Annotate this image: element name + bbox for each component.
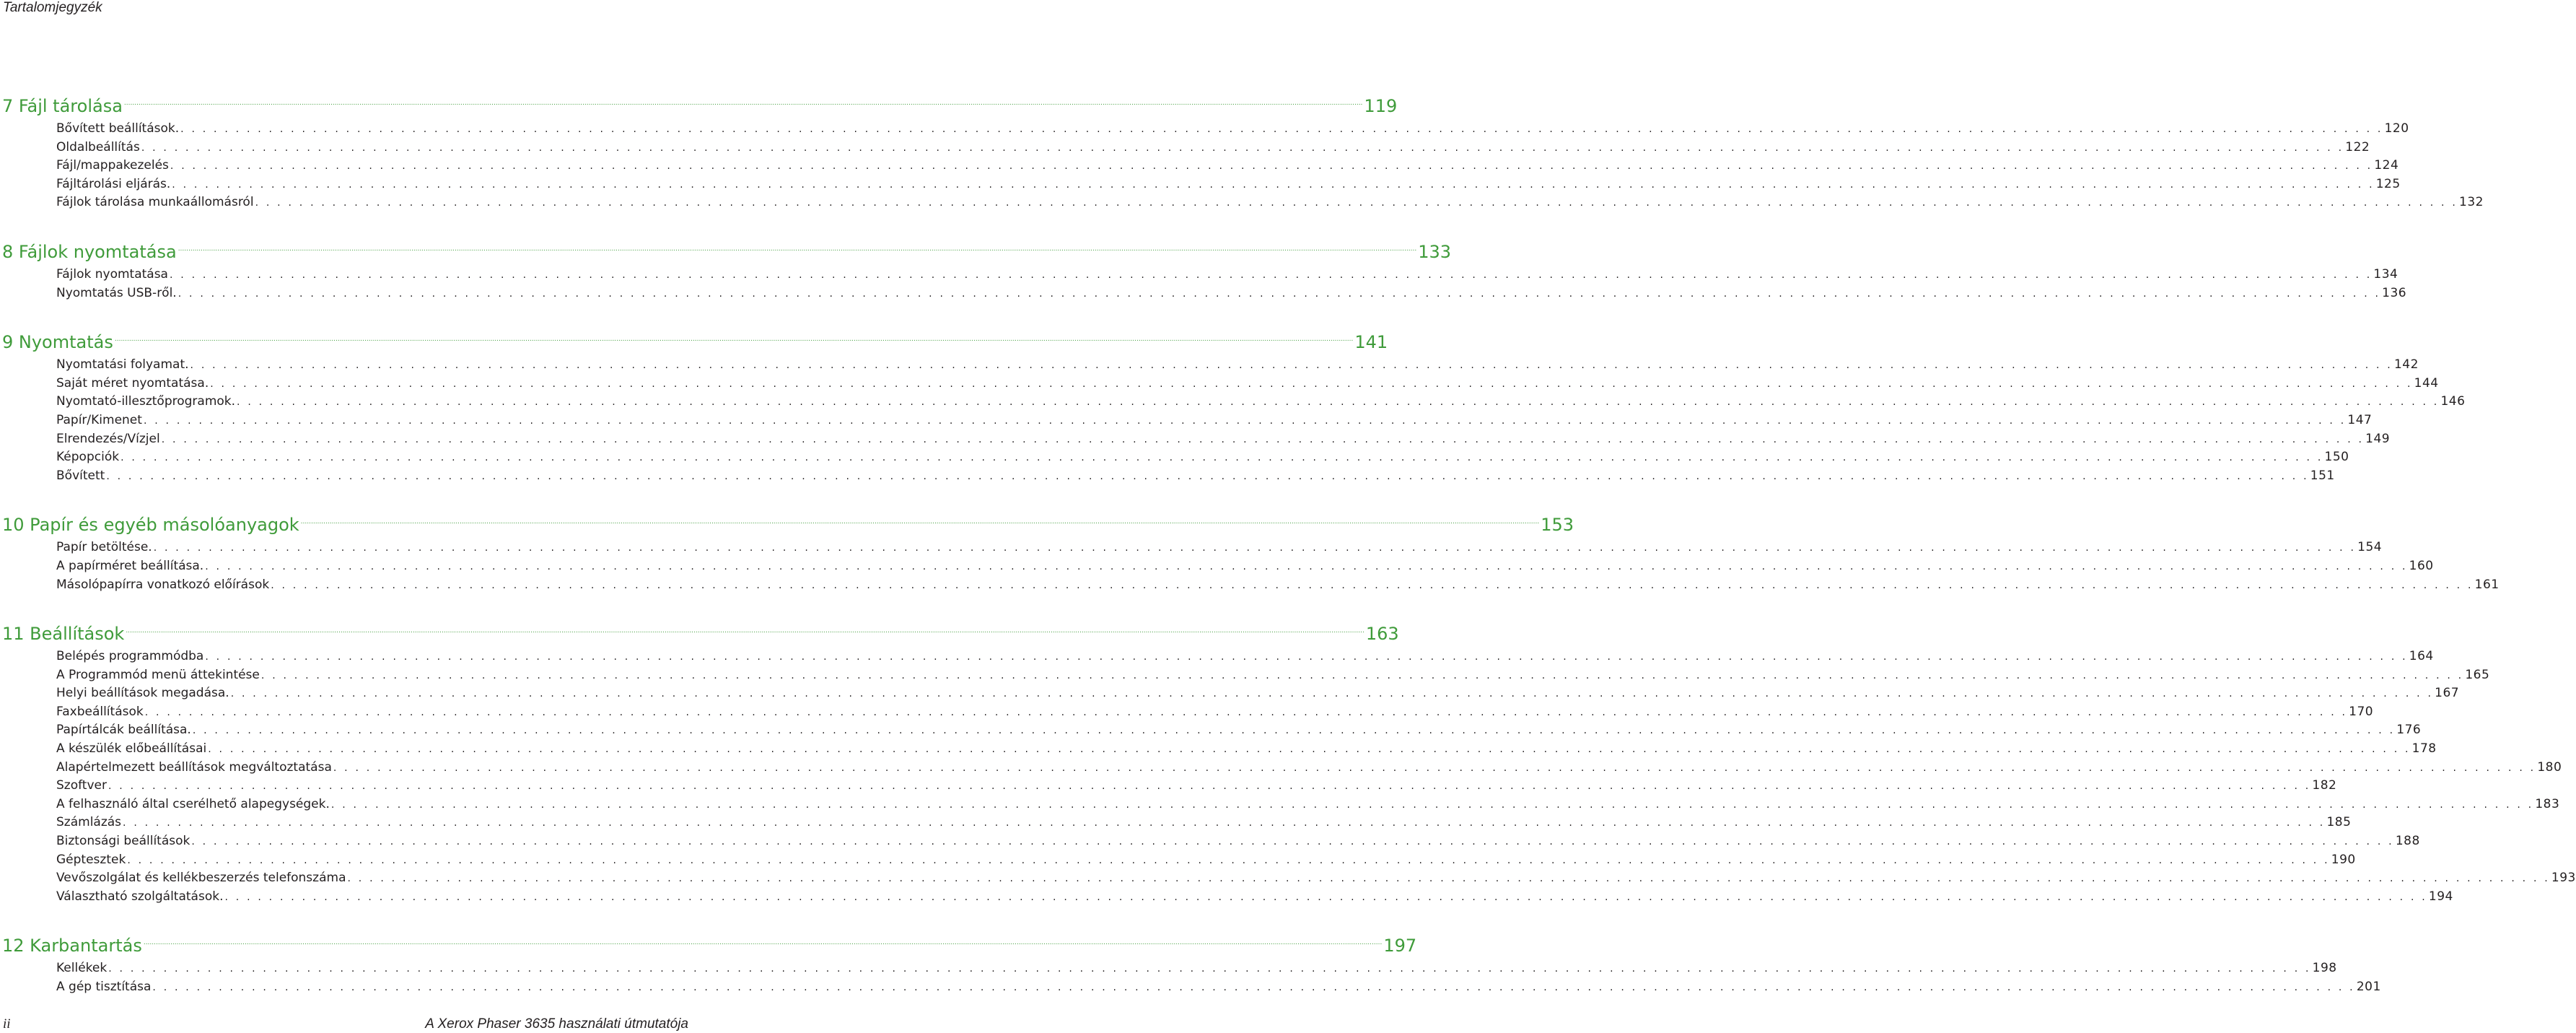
entry-title: Oldalbeállítás [56,139,140,154]
entry-title: Fájlok tárolása munkaállomásról [56,195,254,210]
entry-title: Nyomtatás USB-ről. [56,285,177,300]
chapter-gap [0,906,693,932]
toc-entry[interactable] [56,193,2484,212]
entry-page-number: 182 [2312,778,2337,793]
dot-leader: . . . . . . . . . . . . . . . . . . . . . . . . . . . . . . . . . . . . . . . . . . . . . . . . . . . . . . . . . . . . . . . . . . . . . . . . . . . . . . . . . . . . . . . . . . . . . . . . . . . . . . . . . . . . . . . . . . . . . . . . . . . . . . . . . . . . . . . . . . . . . . . . . . . . . . . . . . . . . . . . . . . . . . . . . . . . . . . . . . . . . . . . . . . . . . . . . . . . . . . . [178,287,2381,300]
toc-entry[interactable] [56,888,2453,907]
chapter-heading[interactable] [0,92,1398,120]
toc-entry[interactable] [56,759,2562,777]
entry-page-number: 176 [2396,723,2422,738]
dot-leader: . . . . . . . . . . . . . . . . . . . . . . . . . . . . . . . . . . . . . . . . . . . . . . . . . . . . . . . . . . . . . . . . . . . . . . . . . . . . . . . . . . . . . . . . . . . . . . . . . . . . . . . . . . . . . . . . . . . . . . . . . . . . . . . . . . . . . . . . . . . . . . . . . . . . . . . . . . . . . . . . . . . . . . . . . . . . . . . . . . . . . . . . . . . . . . . . . . . . . . . . [144,706,2348,718]
toc-entry[interactable] [56,869,2576,888]
chapter-entries [0,356,2466,485]
dot-leader: . . . . . . . . . . . . . . . . . . . . . . . . . . . . . . . . . . . . . . . . . . . . . . . . . . . . . . . . . . . . . . . . . . . . . . . . . . . . . . . . . . . . . . . . . . . . . . . . . . . . . . . . . . . . . . . . . . . . . . . . . . . . . . . . . . . . . . . . . . . . . . . . . . . . . . . . . . . . . . . . . . . . . . . . . . . . . . . . . . . . . . . . . . . . . . . . . . . . . . . . [205,560,2408,572]
entry-page-number: 142 [2393,357,2419,372]
chapter-title: 12 Karbantartás [2,936,142,956]
entry-title: Fájltárolási eljárás. [56,176,171,191]
toc-entry[interactable] [56,832,2420,851]
entry-title: Kellékek [56,961,108,976]
dot-leader: . . . . . . . . . . . . . . . . . . . . . . . . . . . . . . . . . . . . . . . . . . . . . . . . . . . . . . . . . . . . . . . . . . . . . . . . . . . . . . . . . . . . . . . . . . . . . . . . . . . . . . . . . . . . . . . . . . . . . . . . . . . . . . . . . . . . . . . . . . . . . . . . . . . . . . . . . . . . . . . . . . . . . . . . . . . . . . . . . . . . . . . . . . . . . . . . . . . . . . . . [153,542,2357,554]
entry-page-number: 144 [2414,375,2439,391]
toc-entry[interactable] [56,703,2374,722]
entry-title: Alapértelmezett beállítások megváltoztatása [56,759,332,775]
toc-entry[interactable] [56,978,2381,997]
entry-title: Képopciók [56,450,120,465]
entry-title: Biztonsági beállítások [56,834,190,849]
dot-leader: . . . . . . . . . . . . . . . . . . . . . . . . . . . . . . . . . . . . . . . . . . . . . . . . . . . . . . . . . . . . . . . . . . . . . . . . . . . . . . . . . . . . . . . . . . . . . . . . . . . . . . . . . . . . . . . . . . . . . . . . . . . . . . . . . . . . . . . . . . . . . . . . . . . . . . . . . . . . . . . . . . . . . . . . . . . . . . . . . . . . . . . . . . . . . . . . . . . . . . . . [260,669,2464,681]
entry-page-number: 180 [2537,759,2562,775]
chapter-page-number: 163 [1365,624,1399,645]
toc-entry[interactable] [56,539,2383,557]
toc-entry[interactable] [56,448,2349,467]
dot-leader: . . . . . . . . . . . . . . . . . . . . . . . . . . . . . . . . . . . . . . . . . . . . . . . . . . . . . . . . . . . . . . . . . . . . . . . . . . . . . . . . . . . . . . . . . . . . . . . . . . . . . . . . . . . . . . . . . . . . . . . . . . . . . . . . . . . . . . . . . . . . . . . . . . . . . . . . . . . . . . . . . . . . . . . . . . . . . . . . . . . . . . . . . . . . . . . . . . . . . . . . [224,891,2427,903]
chapter-page-number: 141 [1354,332,1388,353]
entry-title: A Programmód menü áttekintése [56,667,260,682]
dot-leader: . . . . . . . . . . . . . . . . . . . . . . . . . . . . . . . . . . . . . . . . . . . . . . . . . . . . . . . . . . . . . . . . . . . . . . . . . . . . . . . . . . . . . . . . . . . . . . . . . . . . . . . . . . . . . . . . . . . . . . . . . . . . . . . . . . . . . . . . . . . . . . . . . . . . . . . . . . . . . . . . . . . . . . . . . . . . . . . . . . . . . . . . . . . . . . . . . . . . . . . . [191,836,2394,848]
entry-title: Papír betöltése. [56,540,152,555]
entry-page-number: 194 [2428,889,2453,904]
chapter-entries [0,539,2500,594]
entry-title: Saját méret nyomtatása. [56,375,209,391]
entry-title: Választható szolgáltatások. [56,889,224,904]
dot-leader: . . . . . . . . . . . . . . . . . . . . . . . . . . . . . . . . . . . . . . . . . . . . . . . . . . . . . . . . . . . . . . . . . . . . . . . . . . . . . . . . . . . . . . . . . . . . . . . . . . . . . . . . . . . . . . . . . . . . . . . . . . . . . . . . . . . . . . . . . . . . . . . . . . . . . . . . . . . . . . . . . . . . . . . . . . . . . . . . . . . . . . . . . . . . . . . . . . . . . . . . [121,452,2323,464]
dot-leader: . . . . . . . . . . . . . . . . . . . . . . . . . . . . . . . . . . . . . . . . . . . . . . . . . . . . . . . . . . . . . . . . . . . . . . . . . . . . . . . . . . . . . . . . . . . . . . . . . . . . . . . . . . . . . . . . . . . . . . . . . . . . . . . . . . . . . . . . . . . . . . . . . . . . . . . . . . . . . . . . . . . . . . . . . . . . . . . . . . . . . . . . . . . . . . . . . . . . . . . . [123,817,2326,829]
entry-title: A gép tisztítása [56,980,152,994]
entry-title: Belépés programmódba [56,649,204,664]
toc-entry[interactable] [56,356,2419,375]
toc-entry[interactable] [56,157,2399,175]
toc-entry[interactable] [56,411,2373,430]
entry-page-number: 160 [2409,558,2434,573]
entry-page-number: 198 [2312,961,2337,976]
dot-leader: . . . . . . . . . . . . . . . . . . . . . . . . . . . . . . . . . . . . . . . . . . . . . . . . . . . . . . . . . . . . . . . . . . . . . . . . . . . . . . . . . . . . . . . . . . . . . . . . . . . . . . . . . . . . . . . . . . . . . . . . . . . . . . . . . . . . . . . . . . . . . . . . . . . . . . . . . . . . . . . . . . . . . . . . . . . . . . . . . . . . . . . . . . . . . . . . . . . . . . . . [330,798,2534,811]
entry-title: Fájlok nyomtatása [56,266,168,282]
entry-title: Vevőszolgálat és kellékbeszerzés telefonszáma [56,871,346,886]
dot-leader: . . . . . . . . . . . . . . . . . . . . . . . . . . . . . . . . . . . . . . . . . . . . . . . . . . . . . . . . . . . . . . . . . . . . . . . . . . . . . . . . . . . . . . . . . . . . . . . . . . . . . . . . . . . . . . . . . . . . . . . . . . . . . . . . . . . . . . . . . . . . . . . . . . . . . . . . . . . . . . . . . . . . . . . . . . . . . . . . . . . . . . . . . . . . . . . . . . . . . . . . [237,396,2440,409]
dot-leader: ........................................................................................................................................................................................................................................................................................................................................................................................................................................................................................................................................................................................................................ [178,245,1417,253]
entry-title: Másolópapírra vonatkozó előírások [56,577,270,592]
entry-title: Papír/Kimenet [56,412,142,427]
dot-leader: . . . . . . . . . . . . . . . . . . . . . . . . . . . . . . . . . . . . . . . . . . . . . . . . . . . . . . . . . . . . . . . . . . . . . . . . . . . . . . . . . . . . . . . . . . . . . . . . . . . . . . . . . . . . . . . . . . . . . . . . . . . . . . . . . . . . . . . . . . . . . . . . . . . . . . . . . . . . . . . . . . . . . . . . . . . . . . . . . . . . . . . . . . . . . . . . . . . . . . . . [205,651,2408,663]
dot-leader: . . . . . . . . . . . . . . . . . . . . . . . . . . . . . . . . . . . . . . . . . . . . . . . . . . . . . . . . . . . . . . . . . . . . . . . . . . . . . . . . . . . . . . . . . . . . . . . . . . . . . . . . . . . . . . . . . . . . . . . . . . . . . . . . . . . . . . . . . . . . . . . . . . . . . . . . . . . . . . . . . . . . . . . . . . . . . . . . . . . . . . . . . . . . . . . . . . . . . . . . [141,141,2344,154]
dot-leader: . . . . . . . . . . . . . . . . . . . . . . . . . . . . . . . . . . . . . . . . . . . . . . . . . . . . . . . . . . . . . . . . . . . . . . . . . . . . . . . . . . . . . . . . . . . . . . . . . . . . . . . . . . . . . . . . . . . . . . . . . . . . . . . . . . . . . . . . . . . . . . . . . . . . . . . . . . . . . . . . . . . . . . . . . . . . . . . . . . . . . . . . . . . . . . . . . . . . . . . . [255,197,2458,209]
entry-title: Bővített [56,468,105,483]
page-number: ii [3,1016,11,1032]
dot-leader: . . . . . . . . . . . . . . . . . . . . . . . . . . . . . . . . . . . . . . . . . . . . . . . . . . . . . . . . . . . . . . . . . . . . . . . . . . . . . . . . . . . . . . . . . . . . . . . . . . . . . . . . . . . . . . . . . . . . . . . . . . . . . . . . . . . . . . . . . . . . . . . . . . . . . . . . . . . . . . . . . . . . . . . . . . . . . . . . . . . . . . . . . . . . . . . . . . . . . . . . [230,688,2434,700]
document-title: A Xerox Phaser 3635 használati útmutatója [425,1016,688,1032]
chapter-heading[interactable] [0,620,1399,648]
chapter-heading[interactable] [0,511,1574,539]
entry-page-number: 193 [2551,871,2576,886]
dot-leader: ........................................................................................................................................................................................................................................................................................................................................................................................................................................................................................................................................................................................................................ [300,518,1540,526]
entry-page-number: 183 [2535,796,2560,811]
toc-entry[interactable] [56,740,2437,759]
dot-leader: ........................................................................................................................................................................................................................................................................................................................................................................................................................................................................................................................................................................................................................ [114,336,1354,344]
dot-leader: . . . . . . . . . . . . . . . . . . . . . . . . . . . . . . . . . . . . . . . . . . . . . . . . . . . . . . . . . . . . . . . . . . . . . . . . . . . . . . . . . . . . . . . . . . . . . . . . . . . . . . . . . . . . . . . . . . . . . . . . . . . . . . . . . . . . . . . . . . . . . . . . . . . . . . . . . . . . . . . . . . . . . . . . . . . . . . . . . . . . . . . . . . . . . . . . . . . . . . . . [180,123,2383,135]
dot-leader: . . . . . . . . . . . . . . . . . . . . . . . . . . . . . . . . . . . . . . . . . . . . . . . . . . . . . . . . . . . . . . . . . . . . . . . . . . . . . . . . . . . . . . . . . . . . . . . . . . . . . . . . . . . . . . . . . . . . . . . . . . . . . . . . . . . . . . . . . . . . . . . . . . . . . . . . . . . . . . . . . . . . . . . . . . . . . . . . . . . . . . . . . . . . . . . . . . . . . . . . [347,873,2550,885]
toc-entry[interactable] [56,139,2370,157]
toc-entry[interactable] [56,576,2500,595]
toc-entry[interactable] [56,721,2422,740]
entry-title: Géptesztek [56,852,126,867]
dot-leader: . . . . . . . . . . . . . . . . . . . . . . . . . . . . . . . . . . . . . . . . . . . . . . . . . . . . . . . . . . . . . . . . . . . . . . . . . . . . . . . . . . . . . . . . . . . . . . . . . . . . . . . . . . . . . . . . . . . . . . . . . . . . . . . . . . . . . . . . . . . . . . . . . . . . . . . . . . . . . . . . . . . . . . . . . . . . . . . . . . . . . . . . . . . . . . . . . . . . . . . . [143,414,2347,427]
dot-leader: . . . . . . . . . . . . . . . . . . . . . . . . . . . . . . . . . . . . . . . . . . . . . . . . . . . . . . . . . . . . . . . . . . . . . . . . . . . . . . . . . . . . . . . . . . . . . . . . . . . . . . . . . . . . . . . . . . . . . . . . . . . . . . . . . . . . . . . . . . . . . . . . . . . . . . . . . . . . . . . . . . . . . . . . . . . . . . . . . . . . . . . . . . . . . . . . . . . . . . . . [210,378,2413,390]
entry-title: A készülék előbeállításai [56,741,207,757]
toc-entry[interactable] [56,851,2356,870]
entry-page-number: 167 [2435,686,2460,701]
dot-leader: ........................................................................................................................................................................................................................................................................................................................................................................................................................................................................................................................................................................................................................ [123,100,1363,107]
entry-page-number: 132 [2459,195,2484,210]
entry-page-number: 122 [2345,139,2370,154]
entry-title: Számlázás [56,815,122,830]
chapter-entries [0,120,2484,212]
entry-page-number: 185 [2326,815,2352,830]
entry-page-number: 125 [2375,176,2401,191]
entry-page-number: 164 [2409,649,2434,664]
entry-page-number: 150 [2324,450,2349,465]
toc-entry[interactable] [56,777,2337,796]
dot-leader: . . . . . . . . . . . . . . . . . . . . . . . . . . . . . . . . . . . . . . . . . . . . . . . . . . . . . . . . . . . . . . . . . . . . . . . . . . . . . . . . . . . . . . . . . . . . . . . . . . . . . . . . . . . . . . . . . . . . . . . . . . . . . . . . . . . . . . . . . . . . . . . . . . . . . . . . . . . . . . . . . . . . . . . . . . . . . . . . . . . . . . . . . . . . . . . . . . . . . . . . [106,470,2309,482]
chapter-heading[interactable] [0,932,1417,959]
entry-page-number: 124 [2374,158,2399,173]
entry-title: Nyomtató-illesztőprogramok. [56,394,236,409]
dot-leader: . . . . . . . . . . . . . . . . . . . . . . . . . . . . . . . . . . . . . . . . . . . . . . . . . . . . . . . . . . . . . . . . . . . . . . . . . . . . . . . . . . . . . . . . . . . . . . . . . . . . . . . . . . . . . . . . . . . . . . . . . . . . . . . . . . . . . . . . . . . . . . . . . . . . . . . . . . . . . . . . . . . . . . . . . . . . . . . . . . . . . . . . . . . . . . . . . . . . . . . . [127,854,2330,866]
dot-leader: . . . . . . . . . . . . . . . . . . . . . . . . . . . . . . . . . . . . . . . . . . . . . . . . . . . . . . . . . . . . . . . . . . . . . . . . . . . . . . . . . . . . . . . . . . . . . . . . . . . . . . . . . . . . . . . . . . . . . . . . . . . . . . . . . . . . . . . . . . . . . . . . . . . . . . . . . . . . . . . . . . . . . . . . . . . . . . . . . . . . . . . . . . . . . . . . . . . . . . . . [192,725,2396,737]
toc-entry[interactable] [56,175,2401,194]
entry-page-number: 154 [2357,540,2383,555]
entry-title: Faxbeállítások [56,704,144,719]
chapter-page-number: 197 [1383,936,1417,956]
entry-title: Fájl/mappakezelés [56,158,169,173]
entry-page-number: 120 [2384,121,2409,136]
entry-title: A felhasználó által cserélhető alapegységek. [56,796,330,811]
toc-entry[interactable] [56,666,2490,685]
chapter-entries [0,959,2381,996]
toc-entry[interactable] [56,648,2434,666]
entry-page-number: 147 [2347,412,2373,427]
chapter-title: 11 Beállítások [2,624,125,645]
table-of-contents [0,92,2576,997]
entry-page-number: 170 [2349,704,2374,719]
toc-entry[interactable] [56,814,2352,832]
toc-entry[interactable] [56,266,2398,284]
entry-title: Papírtálcák beállítása. [56,723,191,738]
dot-leader: . . . . . . . . . . . . . . . . . . . . . . . . . . . . . . . . . . . . . . . . . . . . . . . . . . . . . . . . . . . . . . . . . . . . . . . . . . . . . . . . . . . . . . . . . . . . . . . . . . . . . . . . . . . . . . . . . . . . . . . . . . . . . . . . . . . . . . . . . . . . . . . . . . . . . . . . . . . . . . . . . . . . . . . . . . . . . . . . . . . . . . . . . . . . . . . . . . . . . . . . [169,269,2373,281]
toc-entry[interactable] [56,120,2409,139]
toc-entry[interactable] [56,393,2466,411]
dot-leader: . . . . . . . . . . . . . . . . . . . . . . . . . . . . . . . . . . . . . . . . . . . . . . . . . . . . . . . . . . . . . . . . . . . . . . . . . . . . . . . . . . . . . . . . . . . . . . . . . . . . . . . . . . . . . . . . . . . . . . . . . . . . . . . . . . . . . . . . . . . . . . . . . . . . . . . . . . . . . . . . . . . . . . . . . . . . . . . . . . . . . . . . . . . . . . . . . . . . . . . . [172,178,2375,191]
toc-entry[interactable] [56,557,2434,576]
chapter-gap [0,302,693,328]
entry-title: Nyomtatási folyamat. [56,357,189,372]
toc-entry[interactable] [56,284,2407,303]
toc-entry[interactable] [56,796,2560,814]
dot-leader: . . . . . . . . . . . . . . . . . . . . . . . . . . . . . . . . . . . . . . . . . . . . . . . . . . . . . . . . . . . . . . . . . . . . . . . . . . . . . . . . . . . . . . . . . . . . . . . . . . . . . . . . . . . . . . . . . . . . . . . . . . . . . . . . . . . . . . . . . . . . . . . . . . . . . . . . . . . . . . . . . . . . . . . . . . . . . . . . . . . . . . . . . . . . . . . . . . . . . . . . [170,160,2373,173]
entry-page-number: 151 [2310,468,2335,483]
chapter-page-number: 133 [1418,241,1452,262]
entry-page-number: 134 [2373,266,2398,282]
chapter-title: 9 Nyomtatás [2,332,113,353]
chapter-gap [0,594,693,620]
chapter-title: 8 Fájlok nyomtatása [2,241,177,262]
chapter-heading[interactable] [0,328,1388,356]
chapter-title: 7 Fájl tárolása [2,96,123,116]
dot-leader: ........................................................................................................................................................................................................................................................................................................................................................................................................................................................................................................................................................................................................................ [143,939,1383,947]
entry-title: Elrendezés/Vízjel [56,431,160,446]
entry-title: A papírméret beállítása. [56,558,204,573]
running-header: Tartalomjegyzék [3,0,102,15]
toc-entry[interactable] [56,375,2439,393]
chapter-heading[interactable] [0,238,1452,266]
entry-page-number: 161 [2474,577,2500,592]
toc-entry[interactable] [56,430,2391,449]
dot-leader: . . . . . . . . . . . . . . . . . . . . . . . . . . . . . . . . . . . . . . . . . . . . . . . . . . . . . . . . . . . . . . . . . . . . . . . . . . . . . . . . . . . . . . . . . . . . . . . . . . . . . . . . . . . . . . . . . . . . . . . . . . . . . . . . . . . . . . . . . . . . . . . . . . . . . . . . . . . . . . . . . . . . . . . . . . . . . . . . . . . . . . . . . . . . . . . . . . . . . . . . [108,963,2311,975]
entry-title: Szoftver [56,778,107,793]
entry-page-number: 190 [2331,852,2356,867]
dot-leader: . . . . . . . . . . . . . . . . . . . . . . . . . . . . . . . . . . . . . . . . . . . . . . . . . . . . . . . . . . . . . . . . . . . . . . . . . . . . . . . . . . . . . . . . . . . . . . . . . . . . . . . . . . . . . . . . . . . . . . . . . . . . . . . . . . . . . . . . . . . . . . . . . . . . . . . . . . . . . . . . . . . . . . . . . . . . . . . . . . . . . . . . . . . . . . . . . . . . . . . . [271,579,2474,591]
toc-entry[interactable] [56,684,2460,703]
entry-page-number: 178 [2411,741,2437,757]
dot-leader: . . . . . . . . . . . . . . . . . . . . . . . . . . . . . . . . . . . . . . . . . . . . . . . . . . . . . . . . . . . . . . . . . . . . . . . . . . . . . . . . . . . . . . . . . . . . . . . . . . . . . . . . . . . . . . . . . . . . . . . . . . . . . . . . . . . . . . . . . . . . . . . . . . . . . . . . . . . . . . . . . . . . . . . . . . . . . . . . . . . . . . . . . . . . . . . . . . . . . . . . [333,762,2536,774]
toc-entry[interactable] [56,959,2337,978]
dot-leader: . . . . . . . . . . . . . . . . . . . . . . . . . . . . . . . . . . . . . . . . . . . . . . . . . . . . . . . . . . . . . . . . . . . . . . . . . . . . . . . . . . . . . . . . . . . . . . . . . . . . . . . . . . . . . . . . . . . . . . . . . . . . . . . . . . . . . . . . . . . . . . . . . . . . . . . . . . . . . . . . . . . . . . . . . . . . . . . . . . . . . . . . . . . . . . . . . . . . . . . . [190,359,2393,372]
chapter-gap [0,485,693,511]
chapter-title: 10 Papír és egyéb másolóanyagok [2,515,299,536]
chapter-page-number: 119 [1364,96,1398,116]
entry-page-number: 165 [2465,667,2490,682]
chapter-entries [0,648,2576,906]
dot-leader: ........................................................................................................................................................................................................................................................................................................................................................................................................................................................................................................................................................................................................................ [126,627,1364,635]
dot-leader: . . . . . . . . . . . . . . . . . . . . . . . . . . . . . . . . . . . . . . . . . . . . . . . . . . . . . . . . . . . . . . . . . . . . . . . . . . . . . . . . . . . . . . . . . . . . . . . . . . . . . . . . . . . . . . . . . . . . . . . . . . . . . . . . . . . . . . . . . . . . . . . . . . . . . . . . . . . . . . . . . . . . . . . . . . . . . . . . . . . . . . . . . . . . . . . . . . . . . . . . [208,744,2411,756]
dot-leader: . . . . . . . . . . . . . . . . . . . . . . . . . . . . . . . . . . . . . . . . . . . . . . . . . . . . . . . . . . . . . . . . . . . . . . . . . . . . . . . . . . . . . . . . . . . . . . . . . . . . . . . . . . . . . . . . . . . . . . . . . . . . . . . . . . . . . . . . . . . . . . . . . . . . . . . . . . . . . . . . . . . . . . . . . . . . . . . . . . . . . . . . . . . . . . . . . . . . . . . . [108,780,2311,793]
dot-leader: . . . . . . . . . . . . . . . . . . . . . . . . . . . . . . . . . . . . . . . . . . . . . . . . . . . . . . . . . . . . . . . . . . . . . . . . . . . . . . . . . . . . . . . . . . . . . . . . . . . . . . . . . . . . . . . . . . . . . . . . . . . . . . . . . . . . . . . . . . . . . . . . . . . . . . . . . . . . . . . . . . . . . . . . . . . . . . . . . . . . . . . . . . . . . . . . . . . . . . . . [152,982,2355,993]
chapter-entries [0,266,2407,302]
entry-title: Helyi beállítások megadása. [56,686,229,701]
toc-entry[interactable] [56,467,2335,486]
entry-page-number: 136 [2382,285,2407,300]
entry-page-number: 149 [2365,431,2391,446]
entry-page-number: 201 [2356,980,2381,994]
entry-page-number: 188 [2395,834,2420,849]
chapter-gap [0,212,693,238]
chapter-page-number: 153 [1541,515,1574,536]
dot-leader: . . . . . . . . . . . . . . . . . . . . . . . . . . . . . . . . . . . . . . . . . . . . . . . . . . . . . . . . . . . . . . . . . . . . . . . . . . . . . . . . . . . . . . . . . . . . . . . . . . . . . . . . . . . . . . . . . . . . . . . . . . . . . . . . . . . . . . . . . . . . . . . . . . . . . . . . . . . . . . . . . . . . . . . . . . . . . . . . . . . . . . . . . . . . . . . . . . . . . . . . [161,433,2365,445]
entry-title: Bővített beállítások. [56,121,180,136]
entry-page-number: 146 [2440,394,2466,409]
